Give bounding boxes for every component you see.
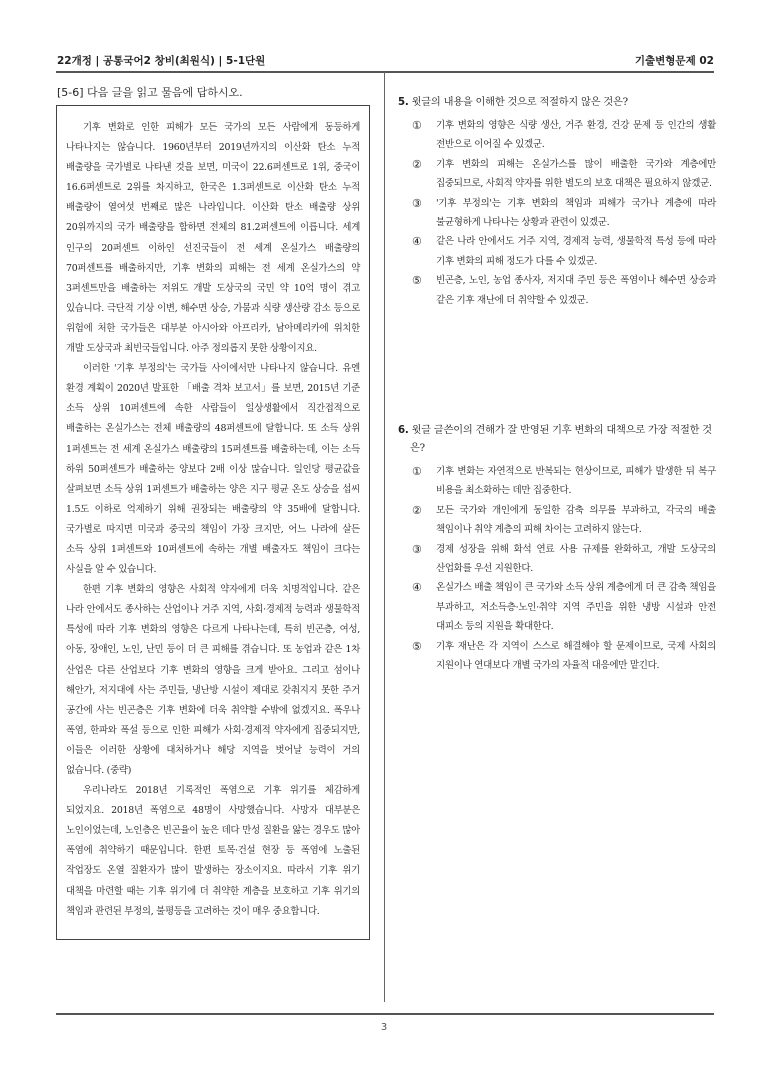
choice-text: 경제 성장을 위해 화석 연료 사용 규제를 완화하고, 개발 도상국의 산업화를 우선 지원한다.: [436, 543, 716, 575]
passage-paragraph: 우리나라도 2018년 기록적인 폭염으로 기후 위기를 체감하게 되었지요. 2018년 폭염으로 48명이 사망했습니다. 사망자 대부분은 노인이었는데, 노인층은 빈곤율이 높은 데다 만성 질환을 앓는 경우도 많아 폭염에 취약하기 때문입니다. 한편 토목·건설 현장 등 폭염에 노출된 작업장도 온열 질환자가 많이 발생하는 장소이지요. 따라서 기후 위기 대책을 마련할 때는 기후 위기에 더 취약한 계층을 보호하고 기후 위기의 책임과 관련된 부정의, 불평등을 고려하는 것이 매우 중요합니다.: [66, 785, 360, 917]
header-exam-title: 기출변형문제 02: [634, 55, 714, 67]
choice-text: '기후 부정의'는 기후 변화의 책임과 피해가 국가나 계층에 따라 불균형하게 나타나는 상황과 관련이 있겠군.: [436, 197, 716, 229]
question-6-text: 윗글 글쓴이의 견해가 잘 반영된 기후 변화의 대책으로 가장 적절한 것은?: [410, 425, 712, 454]
passage-paragraph: 기후 변화로 인한 피해가 모든 국가의 모든 사람에게 동등하게 나타나지는 않습니다. 1960년부터 2019년까지의 이산화 탄소 누적 배출량을 국가별로 나타낸 것을 보면, 미국이 22.6퍼센트로 1위, 중국이 16.6퍼센트로 2위를 차지하고, 한국은 1.3퍼센트로 이산화 탄소 누적 배출량이 열여섯 번째로 많은 나라입니다. 이산화 탄소 배출량 상위 20위까지의 국가 배출량을 합하면 전체의 81.2퍼센트에 이릅니다. 세계 인구의 20퍼센트 이하인 선진국들이 전 세계 온실가스 배출량의 70퍼센트를 배출하지만, 기후 변화의 피해는 전 세계 온실가스의 약 3퍼센트만을 배출하는 저위도 개발 도상국의 국민 약 10억 명이 겪고 있습니다. 극단적 기상 이변, 해수면 상승, 가뭄과 식량 생산량 감소 등으로 위험에 처한 국가들은 대부분 아시아와 아프리카, 남아메리카에 위치한 개발 도상국과 최빈국들입니다. 아주 정의롭지 못한 상황이지요.: [66, 122, 360, 355]
choice-number: ②: [412, 503, 422, 517]
question-5-number: 5.: [398, 97, 409, 108]
passage-paragraph: 한편 기후 변화의 영향은 사회적 약자에게 더욱 치명적입니다. 같은 나라 안에서도 종사하는 산업이나 거주 지역, 사회·경제적 능력과 생물학적 특성에 따라 기후 변화의 영향은 다르게 나타나는데, 특히 빈곤층, 여성, 아동, 장애인, 노인, 난민 등이 더 큰 피해를 겪습니다. 또 농업과 같은 1차 산업은 다른 산업보다 기후 변화의 영향을 크게 받아요. 그리고 섬이나 해안가, 저지대에 사는 주민들, 냉난방 시설이 제대로 갖춰지지 못한 주거 공간에 사는 빈곤층은 기후 변화에 더욱 취약할 수밖에 없겠지요. 폭우나 폭염, 한파와 폭설 등으로 인한 피해가 사회·경제적 약자에게 집중되지만, 이들은 이러한 상황에 대처하거나 해당 지역을 벗어날 능력이 거의 없습니다. (중략): [66, 584, 360, 776]
choice-text: 빈곤층, 노인, 농업 종사자, 저지대 주민 등은 폭염이나 해수면 상승과 같은 기후 재난에 더 취약할 수 있겠군.: [436, 275, 716, 306]
column-divider: [384, 72, 385, 1002]
choice-text: 같은 나라 안에서도 거주 지역, 경제적 능력, 생물학적 특성 등에 따라 기후 변화의 피해 정도가 다를 수 있겠군.: [436, 236, 716, 267]
choice-number: ①: [412, 119, 422, 132]
choice-text: 기후 재난은 각 지역이 스스로 해결해야 할 문제이므로, 국제 사회의 지원이나 연대보다 개별 국가의 자율적 대응에만 맡긴다.: [436, 640, 716, 672]
question-5-choice-5[interactable]: [398, 271, 716, 310]
choice-number: ③: [412, 542, 422, 556]
header-unit-info: 22개정 | 공통국어2 창비(최원식) | 5-1단원: [57, 55, 266, 67]
passage-paragraph: 이러한 '기후 부정의'는 국가들 사이에서만 나타나지 않습니다. 유엔 환경 계획이 2020년 발표한 「배출 격차 보고서」를 보면, 2015년 기준 소득 상위 10퍼센트에 속한 사람들이 일상생활에서 직간접적으로 배출하는 온실가스는 전체 배출량의 48퍼센트에 달합니다. 또 소득 상위 1퍼센트는 전 세계 온실가스 배출량의 15퍼센트를 배출하는데, 이는 소득 하위 50퍼센트가 배출하는 양보다 2배 이상 많습니다. 일인당 평균값을 살펴보면 소득 상위 1퍼센트가 배출하는 양은 지구 평균 온도 상승을 섭씨 1.5도 이하로 억제하기 위해 권장되는 배출량의 약 35배에 달합니다. 국가별로 따지면 미국과 중국의 책임이 가장 크지만, 어느 나라에 살든 소득 상위 1퍼센트와 10퍼센트에 속하는 개별 배출자도 책임이 크다는 사실을 알 수 있습니다.: [66, 363, 360, 576]
question-6: [398, 422, 716, 675]
choice-text: 온실가스 배출 책임이 큰 국가와 소득 상위 계층에게 더 큰 감축 책임을 부과하고, 저소득층·노인·취약 지역 주민을 위한 냉방 시설과 안전 대피소 등의 지원을 확대한다.: [436, 582, 716, 633]
question-5-choice-2[interactable]: [398, 155, 716, 194]
question-5-stem: [398, 94, 716, 112]
question-6-number: 6.: [398, 425, 409, 436]
choice-text: 기후 변화는 자연적으로 반복되는 현상이므로, 피해가 발생한 뒤 복구 비용을 최소화하는 데만 집중한다.: [436, 466, 716, 497]
footer-divider: [56, 1013, 714, 1015]
header-divider: [56, 71, 714, 73]
question-6-choice-1[interactable]: [398, 462, 716, 501]
question-6-choice-5[interactable]: [398, 637, 716, 676]
question-5: [398, 94, 716, 310]
question-6-choice-3[interactable]: [398, 540, 716, 579]
choice-number: ⑤: [412, 639, 422, 653]
question-5-choice-3[interactable]: [398, 194, 716, 233]
choice-number: ⑤: [412, 274, 422, 288]
question-6-stem: [398, 422, 716, 458]
choice-text: 기후 변화의 피해는 온실가스를 많이 배출한 국가와 계층에만 집중되므로, 사회적 약자를 위한 별도의 보호 대책은 필요하지 않겠군.: [436, 158, 716, 190]
section-instruction: [5-6] 다음 글을 읽고 물음에 답하시오.: [57, 86, 243, 99]
choice-number: ③: [412, 196, 422, 210]
choice-number: ②: [412, 157, 422, 171]
choice-text: 기후 변화의 영향은 식량 생산, 거주 환경, 건강 문제 등 인간의 생활 전반으로 이어질 수 있겠군.: [436, 120, 716, 151]
choice-text: 모든 국가와 개인에게 동일한 감축 의무를 부과하고, 각국의 배출 책임이나 취약 계층의 피해 차이는 고려하지 않는다.: [436, 504, 716, 536]
choice-number: ④: [412, 235, 422, 249]
page-number: 3: [380, 1022, 388, 1033]
reading-passage: [56, 105, 370, 940]
choice-number: ④: [412, 581, 422, 595]
question-5-choice-4[interactable]: [398, 232, 716, 271]
question-5-choice-1[interactable]: [398, 116, 716, 155]
question-6-choice-4[interactable]: [398, 578, 716, 636]
choice-number: ①: [412, 465, 422, 478]
question-6-choice-2[interactable]: [398, 501, 716, 540]
question-5-text: 윗글의 내용을 이해한 것으로 적절하지 않은 것은?: [411, 97, 628, 108]
